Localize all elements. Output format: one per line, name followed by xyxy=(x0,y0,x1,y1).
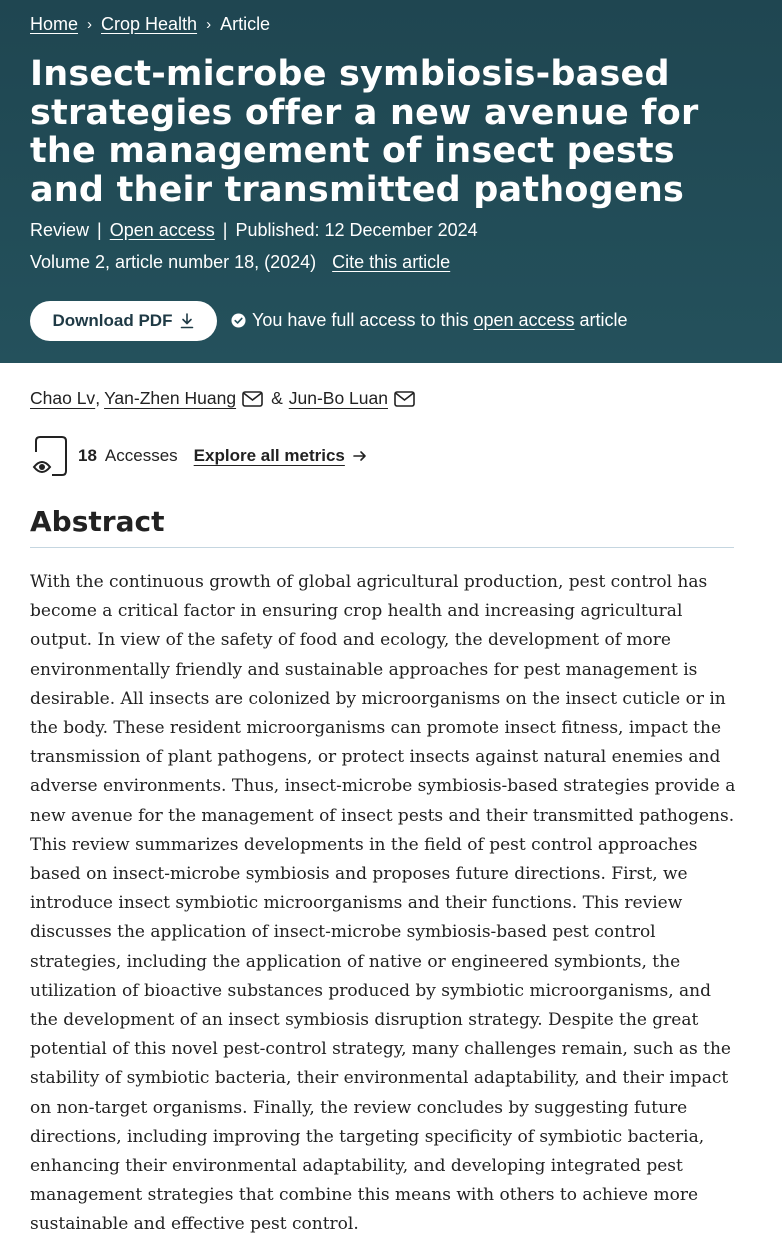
article-metrics xyxy=(32,434,367,478)
author-separator: , xyxy=(95,388,101,408)
abstract-heading: Abstract xyxy=(30,505,165,538)
breadcrumb-crop-health-link[interactable]: Crop Health xyxy=(101,14,198,34)
meta-divider: | xyxy=(222,220,228,240)
download-pdf-button[interactable] xyxy=(30,301,217,341)
envelope-icon[interactable] xyxy=(394,391,415,407)
abstract-divider xyxy=(30,547,734,548)
article-volume-line xyxy=(30,252,450,273)
chevron-right-icon: › xyxy=(206,16,212,33)
check-circle-icon xyxy=(231,313,246,328)
open-access-link[interactable]: Open access xyxy=(109,220,215,240)
meta-divider: | xyxy=(97,220,102,240)
breadcrumb xyxy=(30,14,270,35)
document-eye-icon xyxy=(32,434,72,478)
access-text-prefix: You have full access to this xyxy=(252,310,469,330)
published-date: Published: 12 December 2024 xyxy=(235,220,478,240)
article-type: Review xyxy=(30,220,90,240)
article-meta xyxy=(30,220,478,241)
access-status xyxy=(231,310,628,331)
author-link-chao-lv[interactable]: Chao Lv xyxy=(30,388,96,408)
author-link-yan-zhen-huang[interactable]: Yan-Zhen Huang xyxy=(104,388,237,408)
author-list xyxy=(30,388,417,409)
access-text-suffix: article xyxy=(579,310,628,330)
volume-info: Volume 2, article number 18, (2024) xyxy=(30,252,317,272)
download-pdf-label: Download PDF xyxy=(52,311,173,330)
access-count-label: Accesses xyxy=(104,446,178,465)
author-link-jun-bo-luan[interactable]: Jun-Bo Luan xyxy=(288,388,388,408)
envelope-icon[interactable] xyxy=(242,391,263,407)
author-ampersand: & xyxy=(271,388,283,408)
download-icon xyxy=(180,313,194,329)
breadcrumb-home-link[interactable]: Home xyxy=(30,14,79,34)
chevron-right-icon: › xyxy=(87,16,93,33)
article-title: Insect-microbe symbiosis-based strategies offer a new avenue for the management of insect pests and their transmitted pathogens xyxy=(30,54,699,210)
breadcrumb-current: Article xyxy=(220,14,271,34)
article-header xyxy=(0,0,782,363)
access-open-access-link[interactable]: open access xyxy=(473,310,575,330)
arrow-right-icon xyxy=(353,450,367,462)
abstract-text: With the continuous growth of global agricultural production, pest control has become a critical factor in ensuring crop health and increasing agricultural output. In view of the safety of food and ecology, the development of more environmentally friendly and sustainable approaches for pest management is desirable. All insects are colonized by microorganisms on the insect cuticle or in the body. These resident microorganisms can promote insect fitness, impact the transmission of plant pathogens, or protect insects against natural enemies and adverse environments. Thus, insect-microbe symbiosis-based strategies provide a new avenue for the management of insect pests and their transmitted pathogens. This review summarizes developments in the field of pest control approaches based on insect-microbe symbiosis and proposes future directions. First, we introduce insect symbiotic microorganisms and their functions. This review discusses the application of insect-microbe symbiosis-based pest control strategies, including the application of native or engineered symbionts, the utilization of bioactive substances produced by symbiotic microorganisms, and the development of an insect symbiosis disruption strategy. Despite the great potential of this novel pest-control strategy, many challenges remain, such as the stability of symbiotic bacteria, their environmental adaptability, and their impact on non-target organisms. Finally, the review concludes by suggesting future directions, including improving the targeting specificity of symbiotic bacteria, enhancing their environmental adaptability, and developing integrated pest management strategies that combine this means with others to achieve more sustainable and effective pest control. xyxy=(30,572,736,1235)
explore-metrics-link[interactable]: Explore all metrics xyxy=(193,446,345,465)
cite-article-link[interactable]: Cite this article xyxy=(332,252,451,272)
access-count: 18 xyxy=(78,446,97,465)
